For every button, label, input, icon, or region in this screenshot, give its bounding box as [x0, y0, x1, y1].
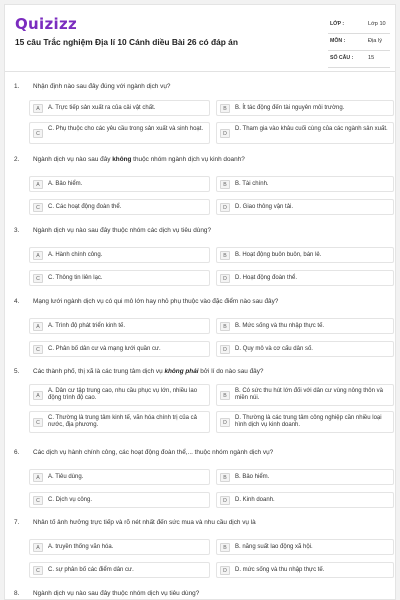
option-a[interactable] — [29, 247, 210, 263]
option-text: B. Mức sống và thu nhập thực tế. — [235, 323, 325, 329]
option-b[interactable] — [216, 384, 394, 406]
option-letter: D — [220, 203, 230, 212]
option-text: A. Tiêu dùng. — [48, 474, 84, 480]
option-b[interactable] — [216, 469, 394, 485]
option-a[interactable] — [29, 469, 210, 485]
option-b[interactable] — [216, 247, 394, 263]
option-text: C. sự phân bố các điểm dân cư. — [48, 567, 134, 573]
option-text: B. Ít tác động đến tài nguyên môi trường. — [235, 105, 345, 111]
option-letter: C — [33, 203, 43, 212]
option-c[interactable] — [29, 411, 210, 433]
info-label: MÔN : — [330, 38, 346, 44]
page-title: 15 câu Trắc nghiệm Địa lí 10 Cánh diều Bài 26 có đáp án — [15, 37, 238, 47]
option-letter: B — [220, 104, 230, 113]
question-number: 7. — [14, 519, 20, 526]
option-c[interactable] — [29, 270, 210, 286]
option-text: D. Thường là các trung tâm công nghiệp cần nhiều loại hình dịch vụ kinh doanh. — [235, 414, 382, 428]
question-text: Nhận định nào sau đây đúng với ngành dịch vụ? — [33, 83, 171, 90]
option-a[interactable] — [29, 318, 210, 334]
info-value: 15 — [368, 54, 375, 61]
option-d[interactable] — [216, 411, 394, 433]
option-d[interactable] — [216, 199, 394, 215]
question-text: Ngành dịch vụ nào sau đây thuộc nhóm các dịch vụ tiêu dùng? — [33, 227, 211, 234]
option-letter: C — [33, 418, 43, 427]
worksheet-header — [5, 5, 395, 71]
option-a[interactable] — [29, 100, 210, 116]
option-letter: B — [220, 391, 230, 400]
question-number: 4. — [14, 298, 20, 305]
option-letter: A — [33, 180, 43, 189]
question-number: 1. — [14, 83, 20, 90]
option-c[interactable] — [29, 199, 210, 215]
option-text: A. Trực tiếp sản xuất ra của cải vật chất. — [48, 105, 156, 111]
option-letter: C — [33, 274, 43, 283]
question-text-part: Các thành phố, thị xã là các trung tâm dịch vụ — [33, 368, 165, 375]
header-divider — [5, 71, 395, 72]
option-d[interactable] — [216, 122, 394, 144]
info-panel — [328, 17, 390, 68]
question-emphasis: không — [112, 156, 132, 163]
option-text: C. Các hoạt động đoàn thể. — [48, 204, 122, 210]
option-text: C. Thông tin liên lạc. — [48, 275, 103, 281]
option-text: D. Giao thông vận tải. — [235, 204, 294, 210]
option-letter: C — [33, 129, 43, 138]
question-text: Nhân tố ảnh hưởng trực tiếp và rõ nét nhất đến sức mua và nhu cầu dịch vụ là — [33, 519, 256, 526]
info-row-subject — [328, 34, 390, 51]
option-a[interactable] — [29, 539, 210, 555]
option-text: D. Kinh doanh. — [235, 497, 275, 503]
question-number: 2. — [14, 156, 20, 163]
option-letter: D — [220, 566, 230, 575]
option-text: B. Có sức thu hút lớn đối với dân cư vùng nông thôn và miền núi. — [235, 387, 383, 401]
option-d[interactable] — [216, 492, 394, 508]
quizizz-logo: Quizizz — [15, 15, 78, 33]
question-number: 6. — [14, 449, 20, 456]
option-text: C. Phụ thuộc cho các yêu cầu trong sản xuất và sinh hoạt. — [48, 125, 204, 132]
question-text: Các dịch vụ hành chính công, các hoạt động đoàn thể,... thuộc nhóm ngành dịch vụ? — [33, 449, 274, 456]
info-label: SỐ CÂU : — [330, 55, 354, 61]
option-letter: D — [220, 496, 230, 505]
option-letter: C — [33, 345, 43, 354]
question-text-part: thuộc nhóm ngành dịch vụ kinh doanh? — [131, 156, 245, 163]
option-letter: C — [33, 566, 43, 575]
option-c[interactable] — [29, 341, 210, 357]
question-text — [33, 368, 383, 376]
option-b[interactable] — [216, 539, 394, 555]
option-c[interactable] — [29, 122, 210, 144]
option-d[interactable] — [216, 270, 394, 286]
option-letter: D — [220, 274, 230, 283]
info-label: LỚP : — [330, 21, 345, 27]
question-emphasis: không phải — [164, 368, 199, 375]
option-text: C. Phân bố dân cư và mạng lưới quần cư. — [48, 346, 161, 352]
option-letter: A — [33, 251, 43, 260]
option-letter: A — [33, 543, 43, 552]
option-letter: D — [220, 129, 230, 138]
option-letter: C — [33, 496, 43, 505]
info-value: Lớp 10 — [368, 20, 386, 27]
option-letter: A — [33, 473, 43, 482]
option-text: A. Trình độ phát triển kinh tế. — [48, 323, 126, 329]
question-number: 8. — [14, 590, 20, 597]
option-text: C. Dịch vụ công. — [48, 497, 93, 503]
option-b[interactable] — [216, 176, 394, 192]
info-row-grade — [328, 17, 390, 34]
option-letter: A — [33, 104, 43, 113]
option-letter: B — [220, 322, 230, 331]
question-text-part: bởi lí do nào sau đây? — [198, 368, 264, 375]
option-text: D. Tham gia vào khâu cuối cùng của các ngành sản xuất. — [235, 125, 388, 132]
option-letter: D — [220, 418, 230, 427]
question-text-part: Ngành dịch vụ nào sau đây — [33, 156, 113, 163]
info-value: Địa lý — [368, 37, 382, 44]
option-text: A. Hành chính công. — [48, 252, 103, 258]
question-number: 3. — [14, 227, 20, 234]
option-d[interactable] — [216, 341, 394, 357]
option-letter: B — [220, 180, 230, 189]
option-letter: B — [220, 543, 230, 552]
option-text: B. năng suất lao động xã hội. — [235, 544, 313, 550]
option-text: A. Bảo hiểm. — [48, 181, 83, 187]
option-text: B. Hoạt động buôn buôn, bán lẻ. — [235, 252, 322, 258]
option-c[interactable] — [29, 562, 210, 578]
option-text: D. Hoạt động đoàn thể. — [235, 275, 298, 281]
option-a[interactable] — [29, 384, 210, 406]
option-letter: B — [220, 251, 230, 260]
question-text — [33, 156, 383, 164]
info-row-count — [328, 51, 390, 68]
option-text: B. Tài chính. — [235, 181, 269, 187]
worksheet-page — [4, 4, 396, 600]
option-a[interactable] — [29, 176, 210, 192]
option-text: D. mức sống và thu nhập thực tế. — [235, 567, 325, 573]
option-text: C. Thường là trung tâm kinh tế, văn hóa chính trị của cả nước, địa phương. — [48, 414, 197, 428]
option-b[interactable] — [216, 100, 394, 116]
question-number: 5. — [14, 368, 20, 375]
option-c[interactable] — [29, 492, 210, 508]
option-text: D. Quy mô và cơ cấu dân số. — [235, 346, 313, 352]
option-b[interactable] — [216, 318, 394, 334]
option-letter: A — [33, 391, 43, 400]
option-letter: A — [33, 322, 43, 331]
option-text: B. Bảo hiểm. — [235, 474, 270, 480]
option-letter: B — [220, 473, 230, 482]
option-text: A. truyền thống văn hóa. — [48, 544, 114, 550]
option-letter: D — [220, 345, 230, 354]
option-text: A. Dân cư tập trung cao, nhu cầu phục vụ lớn, nhiều lao động trình độ cao. — [48, 387, 198, 401]
question-text: Mạng lưới ngành dịch vụ có qui mô lớn hay nhỏ phụ thuộc vào đặc điểm nào sau đây? — [33, 298, 279, 305]
option-d[interactable] — [216, 562, 394, 578]
question-text: Ngành dịch vụ nào sau đây thuộc nhóm dịch vụ tiêu dùng? — [33, 590, 200, 597]
